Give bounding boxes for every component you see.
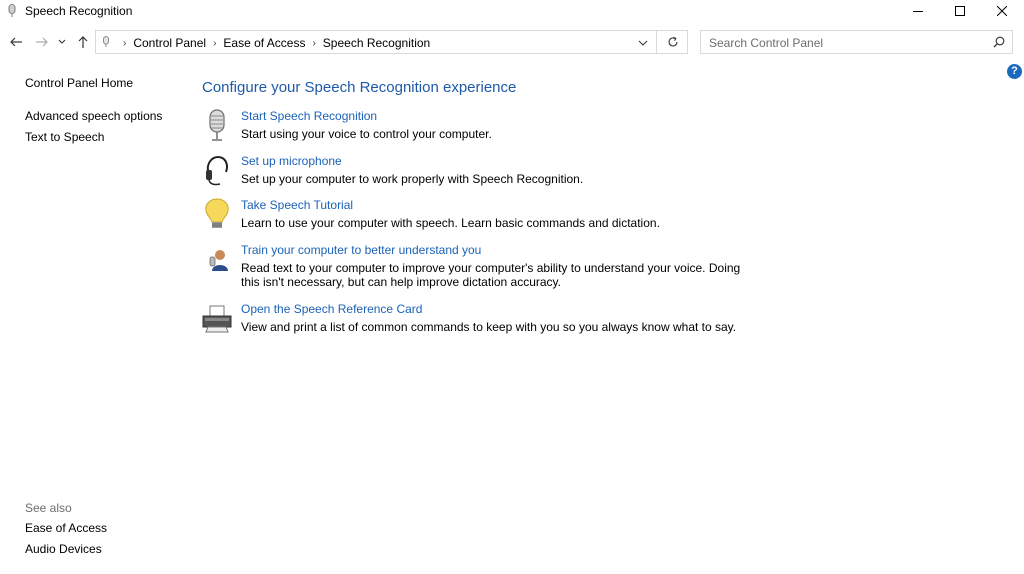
take-speech-tutorial-link[interactable]: Take Speech Tutorial [241, 198, 354, 212]
search-icon[interactable] [993, 36, 1005, 48]
breadcrumb-speech-recognition[interactable]: Speech Recognition [322, 36, 431, 50]
maximize-button[interactable] [939, 0, 981, 22]
printer-icon [200, 302, 234, 336]
start-speech-recognition-link[interactable]: Start Speech Recognition [241, 109, 378, 123]
sidebar-advanced-speech-options[interactable]: Advanced speech options [25, 109, 163, 123]
set-up-microphone-desc: Set up your computer to work properly with Speech Recognition. [241, 172, 584, 186]
chevron-down-icon [638, 40, 648, 46]
recent-locations-button[interactable] [57, 34, 67, 50]
address-divider [656, 31, 657, 53]
train-computer-desc: Read text to your computer to improve your computer's ability to understand your voice. Doing this isn't necessary, but can help improve dictation accuracy. [241, 261, 741, 289]
sidebar-control-panel-home[interactable]: Control Panel Home [25, 76, 134, 90]
help-icon[interactable]: ? [1007, 64, 1022, 79]
lightbulb-icon [200, 198, 234, 232]
breadcrumb-control-panel[interactable]: Control Panel [133, 36, 207, 50]
see-also-label: See also [25, 501, 72, 515]
title-bar [0, 0, 1024, 22]
arrow-right-icon [36, 37, 48, 47]
microphone-icon [101, 35, 111, 49]
microphone-icon [6, 4, 18, 18]
user-train-icon [200, 243, 234, 277]
arrow-left-icon [10, 37, 22, 47]
microphone-icon [200, 109, 234, 143]
search-box[interactable] [700, 30, 1013, 54]
chevron-right-icon[interactable]: › [213, 37, 217, 49]
sidebar-text-to-speech[interactable]: Text to Speech [25, 130, 105, 144]
window-title: Speech Recognition [25, 4, 133, 18]
minimize-button[interactable] [897, 0, 939, 22]
maximize-icon [955, 6, 965, 16]
arrow-up-icon [78, 36, 88, 48]
search-input[interactable]: Search Control Panel [709, 36, 824, 50]
address-dropdown-button[interactable] [636, 36, 650, 50]
set-up-microphone-link[interactable]: Set up microphone [241, 154, 342, 168]
see-also-ease-of-access[interactable]: Ease of Access [25, 521, 108, 535]
close-icon [997, 6, 1007, 16]
breadcrumb-ease-of-access[interactable]: Ease of Access [223, 36, 306, 50]
chevron-right-icon[interactable]: › [312, 37, 316, 49]
close-button[interactable] [981, 0, 1023, 22]
chevron-right-icon: › [123, 37, 127, 49]
take-speech-tutorial-desc: Learn to use your computer with speech. Learn basic commands and dictation. [241, 216, 660, 230]
headset-icon [200, 154, 234, 188]
start-speech-recognition-desc: Start using your voice to control your computer. [241, 127, 492, 141]
up-button[interactable] [75, 34, 91, 50]
page-title: Configure your Speech Recognition experience [202, 79, 517, 96]
breadcrumb [116, 36, 430, 50]
open-reference-card-desc: View and print a list of common commands to keep with you so you always know what to say. [241, 320, 737, 334]
minimize-icon [913, 6, 923, 16]
forward-button[interactable] [34, 34, 50, 50]
refresh-button[interactable] [666, 35, 680, 49]
open-reference-card-link[interactable]: Open the Speech Reference Card [241, 302, 423, 316]
train-computer-link[interactable]: Train your computer to better understand you [241, 243, 482, 257]
back-button[interactable] [8, 34, 24, 50]
see-also-audio-devices[interactable]: Audio Devices [25, 542, 102, 556]
address-bar[interactable] [95, 30, 688, 54]
refresh-icon [667, 36, 679, 48]
chevron-down-icon [58, 39, 66, 45]
